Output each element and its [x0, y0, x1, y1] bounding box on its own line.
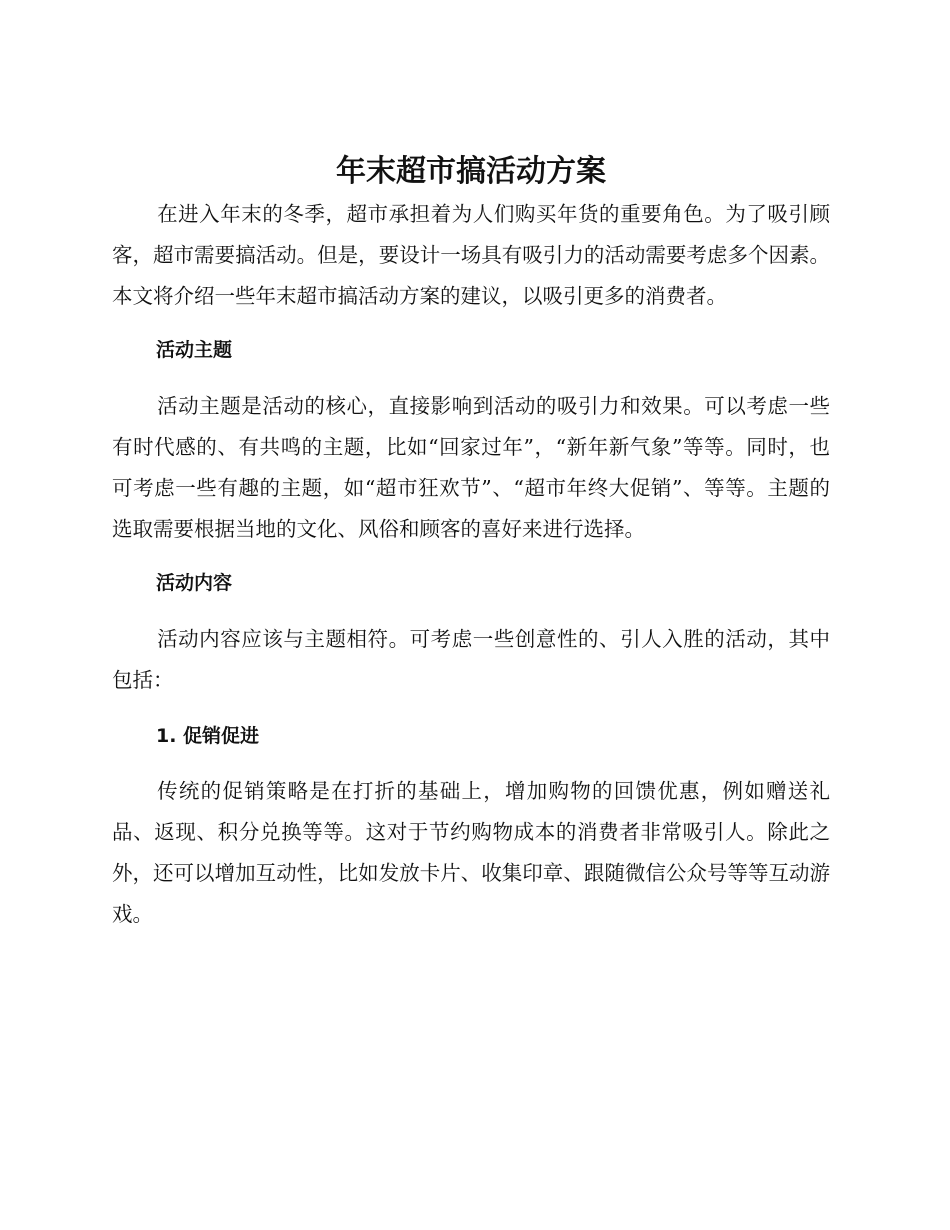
section-heading-content: 活动内容 — [156, 572, 233, 594]
document-page — [112, 150, 830, 935]
document-title: 年末超市搞活动方案 — [336, 154, 606, 189]
section-heading-theme: 活动主题 — [156, 339, 233, 361]
subsection-heading-promotion: 1. 促销促进 — [156, 725, 260, 747]
intro-paragraph: 在进入年末的冬季，超市承担着为人们购买年货的重要角色。为了吸引顾客，超市需要搞活动。但是，要设计一场具有吸引力的活动需要考虑多个因素。本文将介绍一些年末超市搞活动方案的建议，以吸引更多的消费者。 — [112, 202, 830, 308]
section-body-content: 活动内容应该与主题相符。可考虑一些创意性的、引人入胜的活动，其中包括： — [112, 627, 830, 692]
subsection-body-promotion: 传统的促销策略是在打折的基础上，增加购物的回馈优惠，例如赠送礼品、返现、积分兑换等等。这对于节约购物成本的消费者非常吸引人。除此之外，还可以增加互动性，比如发放卡片、收集印章、跟随微信公众号等等互动游戏。 — [112, 779, 830, 926]
section-body-theme: 活动主题是活动的核心，直接影响到活动的吸引力和效果。可以考虑一些有时代感的、有共鸣的主题，比如“回家过年”，“新年新气象”等等。同时，也可考虑一些有趣的主题，如“超市狂欢节”、“超市年终大促销”、等等。主题的选取需要根据当地的文化、风俗和顾客的喜好来进行选择。 — [112, 394, 830, 541]
